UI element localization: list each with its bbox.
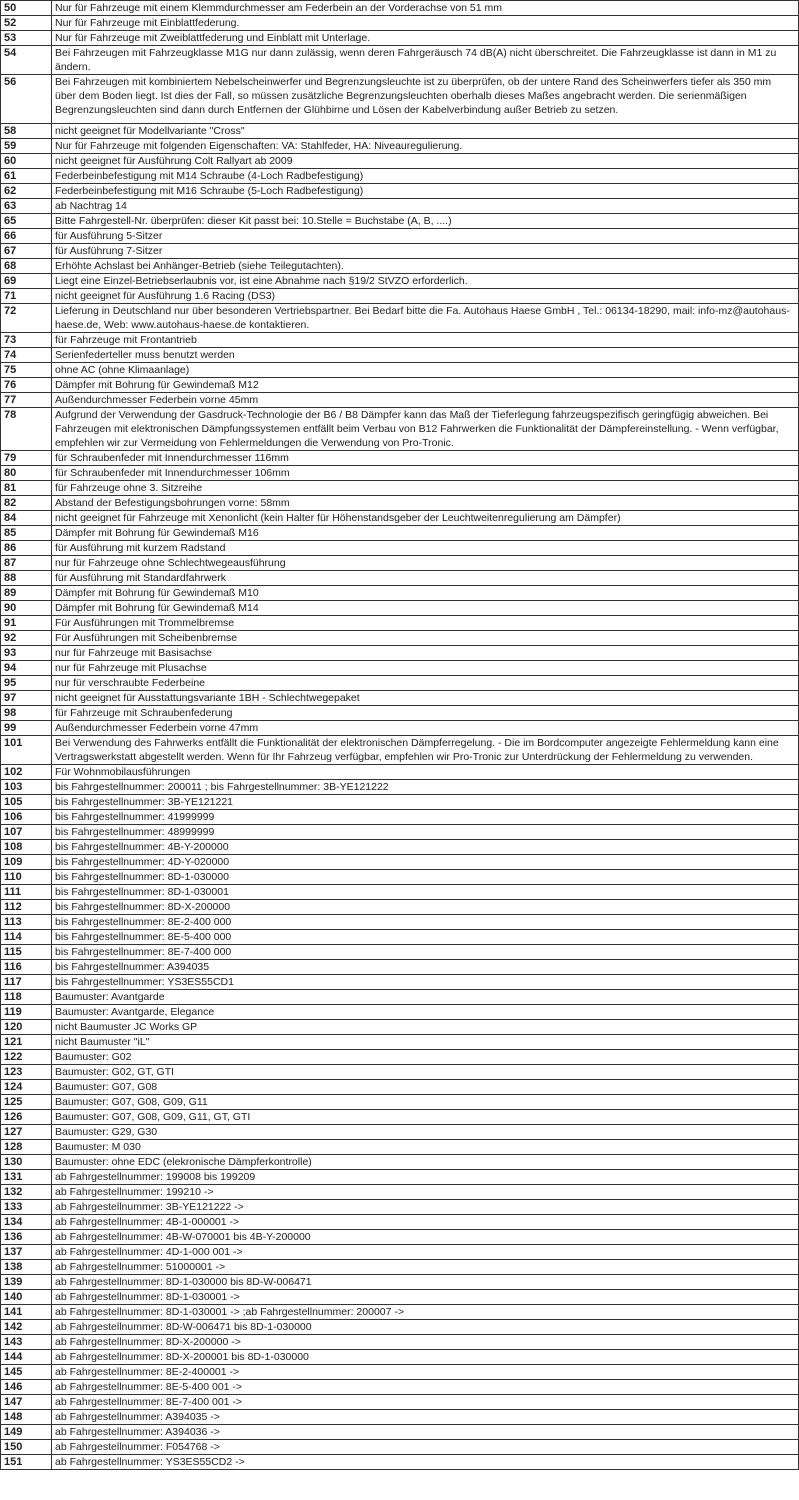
note-number: 77 [1,393,52,408]
note-text: ab Fahrgestellnummer: 4D-1-000 001 -> [52,1245,799,1260]
table-row [1,1050,799,1065]
note-number: 52 [1,16,52,31]
note-number: 138 [1,1260,52,1275]
note-text: für Fahrzeuge mit Frontantrieb [52,333,799,348]
table-row [1,1185,799,1200]
note-number: 131 [1,1170,52,1185]
table-row [1,1365,799,1380]
table-row [1,124,799,139]
note-number: 150 [1,1440,52,1455]
note-text: Für Wohnmobilausführungen [52,765,799,780]
note-text: ab Fahrgestellnummer: 51000001 -> [52,1260,799,1275]
note-text: Baumuster: G07, G08, G09, G11, GT, GTI [52,1110,799,1125]
note-text: nicht geeignet für Ausführung Colt Rallyart ab 2009 [52,154,799,169]
table-row [1,541,799,556]
note-number: 123 [1,1065,52,1080]
table-row [1,1335,799,1350]
note-text: nicht geeignet für Ausführung 1.6 Racing (DS3) [52,289,799,304]
note-text: ab Fahrgestellnummer: 3B-YE121222 -> [52,1200,799,1215]
table-row [1,676,799,691]
note-text: Baumuster: G07, G08, G09, G11 [52,1095,799,1110]
note-number: 91 [1,616,52,631]
note-text: für Schraubenfeder mit Innendurchmesser 106mm [52,466,799,481]
table-row [1,304,799,333]
note-text: ab Fahrgestellnummer: A394036 -> [52,1425,799,1440]
note-text: ab Fahrgestellnummer: 199008 bis 199209 [52,1170,799,1185]
table-row [1,930,799,945]
note-number: 125 [1,1095,52,1110]
table-row [1,229,799,244]
note-text: Serienfederteller muss benutzt werden [52,348,799,363]
note-text: ab Fahrgestellnummer: 8D-W-006471 bis 8D-1-030000 [52,1320,799,1335]
note-number: 108 [1,840,52,855]
note-text: bis Fahrgestellnummer: 4B-Y-200000 [52,840,799,855]
note-number: 136 [1,1230,52,1245]
note-text: ohne AC (ohne Klimaanlage) [52,363,799,378]
note-text: Baumuster: M 030 [52,1140,799,1155]
note-number: 69 [1,274,52,289]
note-number: 141 [1,1305,52,1320]
note-text: ab Fahrgestellnummer: YS3ES55CD2 -> [52,1455,799,1470]
note-number: 102 [1,765,52,780]
note-number: 67 [1,244,52,259]
note-text: bis Fahrgestellnummer: 3B-YE121221 [52,795,799,810]
note-number: 78 [1,408,52,451]
note-number: 109 [1,855,52,870]
table-row [1,1080,799,1095]
note-number: 63 [1,199,52,214]
note-number: 110 [1,870,52,885]
note-number: 92 [1,631,52,646]
table-row [1,691,799,706]
note-text: Baumuster: G02, GT, GTI [52,1065,799,1080]
table-row [1,46,799,75]
note-number: 61 [1,169,52,184]
table-row [1,1410,799,1425]
table-row [1,1455,799,1470]
note-text: Federbeinbefestigung mit M14 Schraube (4-Loch Radbefestigung) [52,169,799,184]
note-number: 89 [1,586,52,601]
note-number: 82 [1,496,52,511]
note-number: 119 [1,1005,52,1020]
note-text: bis Fahrgestellnummer: A394035 [52,960,799,975]
note-text: nicht Baumuster "iL" [52,1035,799,1050]
note-number: 50 [1,1,52,16]
note-text: bis Fahrgestellnummer: 8E-5-400 000 [52,930,799,945]
note-text: Baumuster: Avantgarde [52,990,799,1005]
note-number: 143 [1,1335,52,1350]
table-row [1,1125,799,1140]
note-text: bis Fahrgestellnummer: 8D-X-200000 [52,900,799,915]
table-row [1,451,799,466]
note-number: 139 [1,1275,52,1290]
table-row [1,1380,799,1395]
note-number: 60 [1,154,52,169]
note-text: nur für Fahrzeuge mit Plusachse [52,661,799,676]
note-number: 116 [1,960,52,975]
note-number: 74 [1,348,52,363]
table-row [1,363,799,378]
note-text: für Ausführung mit kurzem Radstand [52,541,799,556]
note-number: 149 [1,1425,52,1440]
note-number: 144 [1,1350,52,1365]
note-number: 68 [1,259,52,274]
table-row [1,586,799,601]
note-number: 106 [1,810,52,825]
note-number: 105 [1,795,52,810]
table-row [1,1110,799,1125]
table-row [1,75,799,124]
note-number: 56 [1,75,52,124]
table-row [1,601,799,616]
table-row [1,333,799,348]
note-number: 130 [1,1155,52,1170]
note-number: 120 [1,1020,52,1035]
table-row [1,1140,799,1155]
note-text: nicht Baumuster JC Works GP [52,1020,799,1035]
table-row [1,1440,799,1455]
note-number: 124 [1,1080,52,1095]
note-text: Baumuster: G07, G08 [52,1080,799,1095]
note-text: Nur für Fahrzeuge mit einem Klemmdurchmesser am Federbein an der Vorderachse von 51 mm [52,1,799,16]
note-number: 79 [1,451,52,466]
table-row [1,825,799,840]
note-text: Dämpfer mit Bohrung für Gewindemaß M12 [52,378,799,393]
note-text: bis Fahrgestellnummer: 8D-1-030001 [52,885,799,900]
table-row [1,154,799,169]
table-row [1,1395,799,1410]
note-number: 94 [1,661,52,676]
note-text: ab Fahrgestellnummer: 8D-1-030001 -> ;ab Fahrgestellnummer: 200007 -> [52,1305,799,1320]
table-row [1,915,799,930]
table-row [1,466,799,481]
note-number: 86 [1,541,52,556]
note-number: 62 [1,184,52,199]
note-number: 146 [1,1380,52,1395]
note-text: für Schraubenfeder mit Innendurchmesser 116mm [52,451,799,466]
table-row [1,1425,799,1440]
note-text: nicht geeignet für Fahrzeuge mit Xenonlicht (kein Halter für Höhenstandsgeber der Leuchtweitenregulierung am Dämpfer) [52,511,799,526]
table-row [1,1320,799,1335]
note-text: Bei Fahrzeugen mit kombiniertem Nebelscheinwerfer und Begrenzungsleuchte ist zu überprüfen, ob der untere Rand des Scheinwerfers tiefer als 350 mm über dem Boden liegt. Ist dies der Fall, so müssen zusätzliche Begrenzungsleuchten oberhalb dieses Maßes angebracht werden. Die serienmäßigen Begrenzungsleuchten sind dann durch Entfernen der Glühbirne und Lösen der Kabelverbindung außer Betrieb zu setzen. [52,75,799,124]
note-text: Für Ausführungen mit Scheibenbremse [52,631,799,646]
table-row [1,900,799,915]
note-number: 76 [1,378,52,393]
note-number: 121 [1,1035,52,1050]
note-text: nur für verschraubte Federbeine [52,676,799,691]
table-row [1,736,799,765]
table-row [1,855,799,870]
note-number: 107 [1,825,52,840]
table-row [1,1020,799,1035]
table-row [1,348,799,363]
note-number: 53 [1,31,52,46]
table-row [1,1230,799,1245]
note-number: 87 [1,556,52,571]
table-row [1,571,799,586]
note-text: Liegt eine Einzel-Betriebserlaubnis vor, ist eine Abnahme nach §19/2 StVZO erforderlich. [52,274,799,289]
note-text: bis Fahrgestellnummer: 41999999 [52,810,799,825]
note-number: 128 [1,1140,52,1155]
note-text: bis Fahrgestellnummer: 48999999 [52,825,799,840]
note-text: Erhöhte Achslast bei Anhänger-Betrieb (siehe Teilegutachten). [52,259,799,274]
table-row [1,1260,799,1275]
note-text: Nur für Fahrzeuge mit Einblattfederung. [52,16,799,31]
note-text: für Ausführung 5-Sitzer [52,229,799,244]
note-text: Bei Verwendung des Fahrwerks entfällt die Funktionalität der elektronischen Dämpferregelung. - Die im Bordcomputer angezeigte Fehlermeldung kann eine Vertragswerkstatt abgestellt werden. Wenn für Ihr Fahrzeug verfügbar, empfehlen wir Pro-Tronic zur Unterdrückung der Fehlermeldung zu verwenden. [52,736,799,765]
table-row [1,526,799,541]
note-number: 126 [1,1110,52,1125]
note-number: 65 [1,214,52,229]
table-row [1,631,799,646]
note-number: 132 [1,1185,52,1200]
table-row [1,960,799,975]
note-number: 117 [1,975,52,990]
table-row [1,184,799,199]
table-row [1,810,799,825]
note-text: Dämpfer mit Bohrung für Gewindemaß M10 [52,586,799,601]
note-text: ab Fahrgestellnummer: 8E-5-400 001 -> [52,1380,799,1395]
note-text: ab Fahrgestellnummer: 8E-2-400001 -> [52,1365,799,1380]
note-text: für Fahrzeuge mit Schraubenfederung [52,706,799,721]
note-text: Baumuster: G02 [52,1050,799,1065]
note-number: 54 [1,46,52,75]
note-number: 122 [1,1050,52,1065]
note-text: Lieferung in Deutschland nur über besonderen Vertriebspartner. Bei Bedarf bitte die Fa. Autohaus Haese GmbH , Tel.: 06134-18290, mail: info-mz@autohaus-haese.de, Web: www.autohaus-haese.de kontaktieren. [52,304,799,333]
note-number: 111 [1,885,52,900]
note-text: ab Fahrgestellnummer: 8E-7-400 001 -> [52,1395,799,1410]
note-text: Für Ausführungen mit Trommelbremse [52,616,799,631]
note-text: Baumuster: Avantgarde, Elegance [52,1005,799,1020]
note-number: 118 [1,990,52,1005]
note-number: 140 [1,1290,52,1305]
note-text: ab Fahrgestellnummer: A394035 -> [52,1410,799,1425]
note-number: 85 [1,526,52,541]
table-row [1,1305,799,1320]
note-number: 101 [1,736,52,765]
table-row [1,1215,799,1230]
note-number: 145 [1,1365,52,1380]
table-row [1,646,799,661]
note-text: Bei Fahrzeugen mit Fahrzeugklasse M1G nur dann zulässig, wenn deren Fahrgeräusch 74 dB(A) nicht überschreitet. Die Fahrzeugklasse ist dann in M1 zu ändern. [52,46,799,75]
table-row [1,661,799,676]
note-text: nicht geeignet für Modellvariante "Cross" [52,124,799,139]
table-row [1,1245,799,1260]
note-number: 142 [1,1320,52,1335]
table-row [1,945,799,960]
table-row [1,393,799,408]
note-number: 99 [1,721,52,736]
note-text: bis Fahrgestellnummer: 8D-1-030000 [52,870,799,885]
note-number: 66 [1,229,52,244]
note-number: 58 [1,124,52,139]
note-text: für Fahrzeuge ohne 3. Sitzreihe [52,481,799,496]
table-row [1,1065,799,1080]
table-row [1,244,799,259]
note-number: 137 [1,1245,52,1260]
note-text: ab Fahrgestellnummer: 8D-1-030001 -> [52,1290,799,1305]
note-number: 95 [1,676,52,691]
note-number: 80 [1,466,52,481]
table-row [1,378,799,393]
note-text: Nur für Fahrzeuge mit Zweiblattfederung und Einblatt mit Unterlage. [52,31,799,46]
note-number: 127 [1,1125,52,1140]
note-text: bis Fahrgestellnummer: 8E-7-400 000 [52,945,799,960]
table-row [1,1200,799,1215]
note-text: für Ausführung mit Standardfahrwerk [52,571,799,586]
note-number: 84 [1,511,52,526]
note-number: 134 [1,1215,52,1230]
note-text: bis Fahrgestellnummer: 4D-Y-020000 [52,855,799,870]
note-text: nur für Fahrzeuge ohne Schlechtwegeausführung [52,556,799,571]
table-row [1,870,799,885]
table-row [1,481,799,496]
note-number: 114 [1,930,52,945]
table-row [1,840,799,855]
note-text: Federbeinbefestigung mit M16 Schraube (5-Loch Radbefestigung) [52,184,799,199]
note-number: 112 [1,900,52,915]
table-row [1,1275,799,1290]
note-number: 98 [1,706,52,721]
table-row [1,16,799,31]
table-row [1,31,799,46]
table-row [1,214,799,229]
note-number: 151 [1,1455,52,1470]
table-row [1,1035,799,1050]
note-number: 93 [1,646,52,661]
note-number: 103 [1,780,52,795]
table-row [1,139,799,154]
note-text: ab Fahrgestellnummer: 8D-X-200000 -> [52,1335,799,1350]
table-row [1,990,799,1005]
note-text: bis Fahrgestellnummer: 8E-2-400 000 [52,915,799,930]
note-text: bis Fahrgestellnummer: YS3ES55CD1 [52,975,799,990]
table-row [1,408,799,451]
note-text: Abstand der Befestigungsbohrungen vorne: 58mm [52,496,799,511]
note-number: 113 [1,915,52,930]
table-row [1,721,799,736]
note-number: 88 [1,571,52,586]
footnote-table-body [1,1,799,1470]
table-row [1,1350,799,1365]
table-row [1,975,799,990]
table-row [1,169,799,184]
note-text: ab Nachtrag 14 [52,199,799,214]
table-row [1,795,799,810]
note-number: 115 [1,945,52,960]
note-number: 147 [1,1395,52,1410]
table-row [1,199,799,214]
note-number: 81 [1,481,52,496]
note-number: 73 [1,333,52,348]
note-number: 75 [1,363,52,378]
note-text: nicht geeignet für Ausstattungsvariante 1BH - Schlechtwegepaket [52,691,799,706]
note-text: Aufgrund der Verwendung der Gasdruck-Technologie der B6 / B8 Dämpfer kann das Maß der Tieferlegung fahrzeugspezifisch geringfügig abweichen. Bei Fahrzeugen mit elektronischen Dämpfungssystemen entfällt beim Verbau von B12 Fahrwerken die Funktionalität der Dämpfereinstellung. - Wenn verfügbar, empfehlen wir zur Vermeidung von Fehlermeldungen die Verwendung von Pro-Tronic. [52,408,799,451]
table-row [1,511,799,526]
note-text: ab Fahrgestellnummer: 199210 -> [52,1185,799,1200]
note-text: ab Fahrgestellnummer: 4B-W-070001 bis 4B-Y-200000 [52,1230,799,1245]
table-row [1,1170,799,1185]
note-text: Baumuster: G29, G30 [52,1125,799,1140]
table-row [1,706,799,721]
table-row [1,259,799,274]
note-text: ab Fahrgestellnummer: 8D-1-030000 bis 8D-W-006471 [52,1275,799,1290]
note-number: 59 [1,139,52,154]
note-text: Bitte Fahrgestell-Nr. überprüfen: dieser Kit passt bei: 10.Stelle = Buchstabe (A, B, ....) [52,214,799,229]
table-row [1,1290,799,1305]
note-text: Dämpfer mit Bohrung für Gewindemaß M14 [52,601,799,616]
note-text: ab Fahrgestellnummer: 4B-1-000001 -> [52,1215,799,1230]
table-row [1,496,799,511]
note-text: Baumuster: ohne EDC (elekronische Dämpferkontrolle) [52,1155,799,1170]
note-number: 133 [1,1200,52,1215]
note-text: Außendurchmesser Federbein vorne 47mm [52,721,799,736]
table-row [1,1,799,16]
table-row [1,1095,799,1110]
table-row [1,780,799,795]
table-row [1,556,799,571]
table-row [1,274,799,289]
table-row [1,885,799,900]
note-text: Außendurchmesser Federbein vorne 45mm [52,393,799,408]
note-text: für Ausführung 7-Sitzer [52,244,799,259]
note-text: ab Fahrgestellnummer: 8D-X-200001 bis 8D-1-030000 [52,1350,799,1365]
note-number: 97 [1,691,52,706]
note-number: 148 [1,1410,52,1425]
table-row [1,1005,799,1020]
table-row [1,616,799,631]
note-number: 72 [1,304,52,333]
table-row [1,1155,799,1170]
note-text: Dämpfer mit Bohrung für Gewindemaß M16 [52,526,799,541]
note-text: nur für Fahrzeuge mit Basisachse [52,646,799,661]
note-number: 71 [1,289,52,304]
table-row [1,289,799,304]
note-number: 90 [1,601,52,616]
table-row [1,765,799,780]
note-text: bis Fahrgestellnummer: 200011 ; bis Fahrgestellnummer: 3B-YE121222 [52,780,799,795]
note-text: ab Fahrgestellnummer: F054768 -> [52,1440,799,1455]
note-text: Nur für Fahrzeuge mit folgenden Eigenschaften: VA: Stahlfeder, HA: Niveauregulierung. [52,139,799,154]
